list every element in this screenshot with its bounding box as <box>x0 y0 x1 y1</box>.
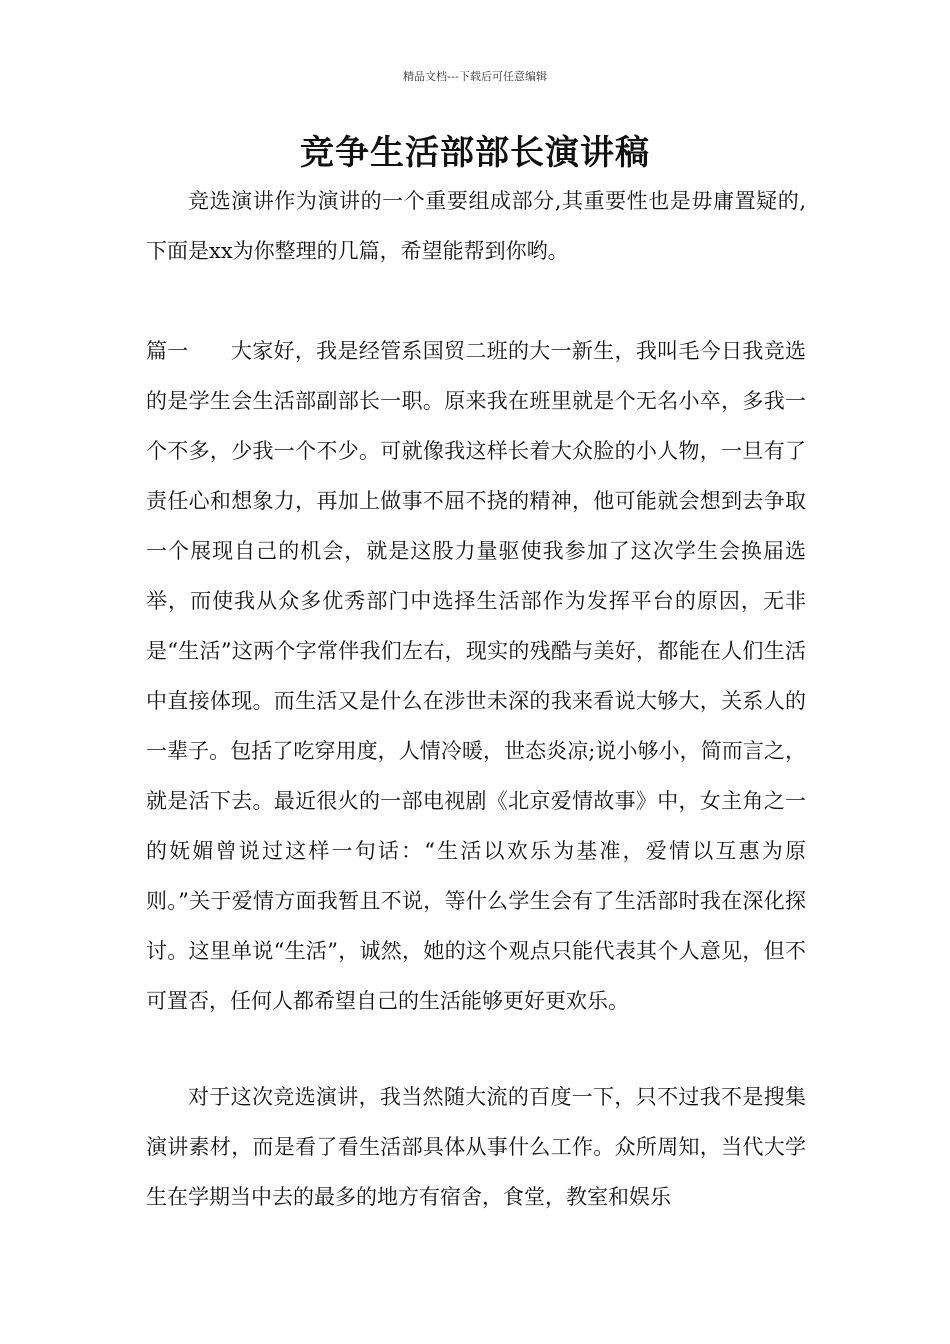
page-header: 精品文档---下载后可任意编辑 <box>403 70 547 83</box>
paragraph-one-text: 大家好，我是经管系国贸二班的大一新生，我叫毛今日我竞选的是学生会生活部副部长一职。原来我在班里就是个无名小卒，多我一个不多，少我一个不少。可就像我这样长着大众脸的小人物，一旦有了责任心和想象力，再加上做事不屈不挠的精神，他可能就会想到去争取一个展现自己的机会，就是这股力量驱使我参加了这次学生会换届选举，而使我从众多优秀部门中选择生活部作为发挥平台的原因，无非是“生活”这两个字常伴我们左右，现实的残酷与美好，都能在人们生活中直接体现。而生活又是什么在涉世未深的我来看说大够大，关系人的一辈子。包括了吃穿用度，人情冷暖，世态炎凉;说小够小，简而言之，就是活下去。最近很火的一部电视剧《北京爱情故事》中，女主角之一的妩媚曾说过这样一句话：“生活以欢乐为基准，爱情以互惠为原则。”关于爱情方面我暂且不说，等什么学生会有了生活部时我在深化探讨。这里单说“生活”，诚然，她的这个观点只能代表其个人意见，但不可置否，任何人都希望自己的生活能够更好更欢乐。 <box>146 339 807 1013</box>
intro-paragraph: 竞选演讲作为演讲的一个重要组成部分,其重要性也是毋庸置疑的,下面是xx为你整理的几篇，希望能帮到你哟。 <box>146 189 806 263</box>
section-label: 篇一 <box>146 339 189 363</box>
document-title: 竞争生活部部长演讲稿 <box>300 133 650 173</box>
paragraph-one <box>146 326 806 1026</box>
paragraph-two: 对于这次竞选演讲，我当然随大流的百度一下，只不过我不是搜集演讲素材，而是看了看生活部具体从事什么工作。众所周知，当代大学生在学期当中去的最多的地方有宿舍，食堂，教室和娱乐 <box>146 1085 806 1209</box>
